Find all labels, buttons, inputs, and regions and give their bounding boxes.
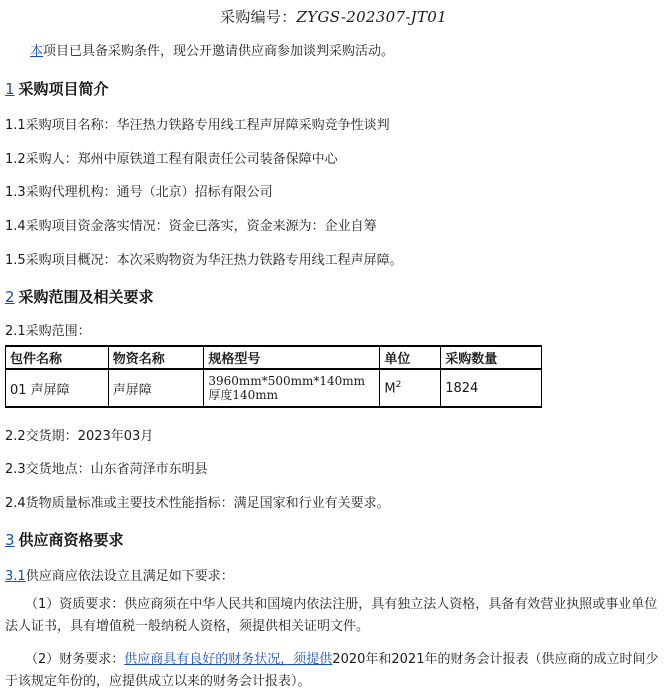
section-2-heading: [5, 286, 154, 307]
financial-requirement-prefix: （2）财务要求：: [25, 652, 125, 667]
section-2-item: 2.3交货地点：山东省菏泽市东明县: [5, 462, 208, 477]
section-3-1-number[interactable]: 3.1: [5, 569, 26, 584]
section-2-title: 采购范围及相关要求: [18, 288, 154, 306]
material-cell: 声屏障: [108, 369, 204, 407]
procurement-number-code: ZYGS-202307-JT01: [296, 8, 447, 26]
qualification-requirement: （1）资质要求：供应商须在中华人民共和国境内依法注册，具有独立法人资格，具备有效营业执照或事业单位法人证书，具有增值税一般纳税人资格，须提供相关证明文件。: [5, 597, 658, 634]
spec-thickness: 厚度140mm: [208, 388, 279, 402]
procurement-number: [0, 6, 667, 27]
section-2-item: 2.4货物质量标准或主要技术性能指标：满足国家和行业有关要求。: [5, 496, 390, 511]
unit-cell: [380, 369, 441, 407]
table-header: 物资名称: [108, 346, 204, 369]
quantity-cell: 1824: [441, 369, 542, 407]
section-3-heading: [5, 529, 124, 550]
financial-requirement-link[interactable]: 供应商具有良好的财务状况，须提供: [124, 652, 333, 667]
section-1-heading: [5, 78, 109, 99]
package-cell: 01 声屏障: [6, 369, 109, 407]
section-1-title: 采购项目简介: [18, 80, 109, 98]
financial-requirement: [5, 649, 660, 693]
spec-cell: [204, 369, 380, 407]
section-1-item: 1.3采购代理机构：通号（北京）招标有限公司: [5, 185, 273, 200]
table-header-row: [6, 346, 542, 369]
spec-dimensions: 3960mm*500mm*140mm: [208, 374, 366, 388]
section-2-item: 2.2交货期：2023年03月: [5, 429, 154, 444]
intro-paragraph: [8, 40, 394, 59]
section-1-number[interactable]: 1: [5, 80, 15, 98]
section-3-1: [5, 565, 234, 584]
procurement-number-label: 采购编号：: [220, 8, 297, 26]
scope-label: 2.1采购范围：: [5, 324, 91, 339]
table-header: 规格型号: [204, 346, 380, 369]
section-1-item: 1.4采购项目资金落实情况：资金已落实，资金来源为：企业自筹: [5, 219, 377, 234]
section-1-item: 1.1采购项目名称：华汪热力铁路专用线工程声屏障采购竞争性谈判: [5, 118, 390, 133]
section-1-item: 1.2采购人：郑州中原铁道工程有限责任公司装备保障中心: [5, 152, 338, 167]
section-2-number[interactable]: 2: [5, 288, 15, 306]
section-3-title: 供应商资格要求: [18, 531, 124, 549]
section-3-1-text: 供应商应依法设立且满足如下要求：: [25, 569, 234, 584]
intro-link[interactable]: 本: [30, 44, 44, 59]
financial-requirement-text: 2020年和2021年的财务会计报表（供应商的成立时间少于该规定年份的，应提供成立以来的财务会计报表）。: [5, 652, 659, 689]
section-1-item: 1.5采购项目概况：本次采购物资为华汪热力铁路专用线工程声屏障。: [5, 253, 403, 268]
section-3-number[interactable]: 3: [5, 531, 15, 549]
table-header: 单位: [380, 346, 441, 369]
unit-text: M: [384, 381, 396, 397]
intro-text: 项目已具备采购条件，现公开邀请供应商参加谈判采购活动。: [43, 44, 395, 59]
procurement-table: [5, 345, 542, 408]
table-header: 采购数量: [441, 346, 542, 369]
unit-superscript: 2: [395, 379, 402, 390]
table-header: 包件名称: [6, 346, 109, 369]
table-row: [6, 369, 542, 407]
